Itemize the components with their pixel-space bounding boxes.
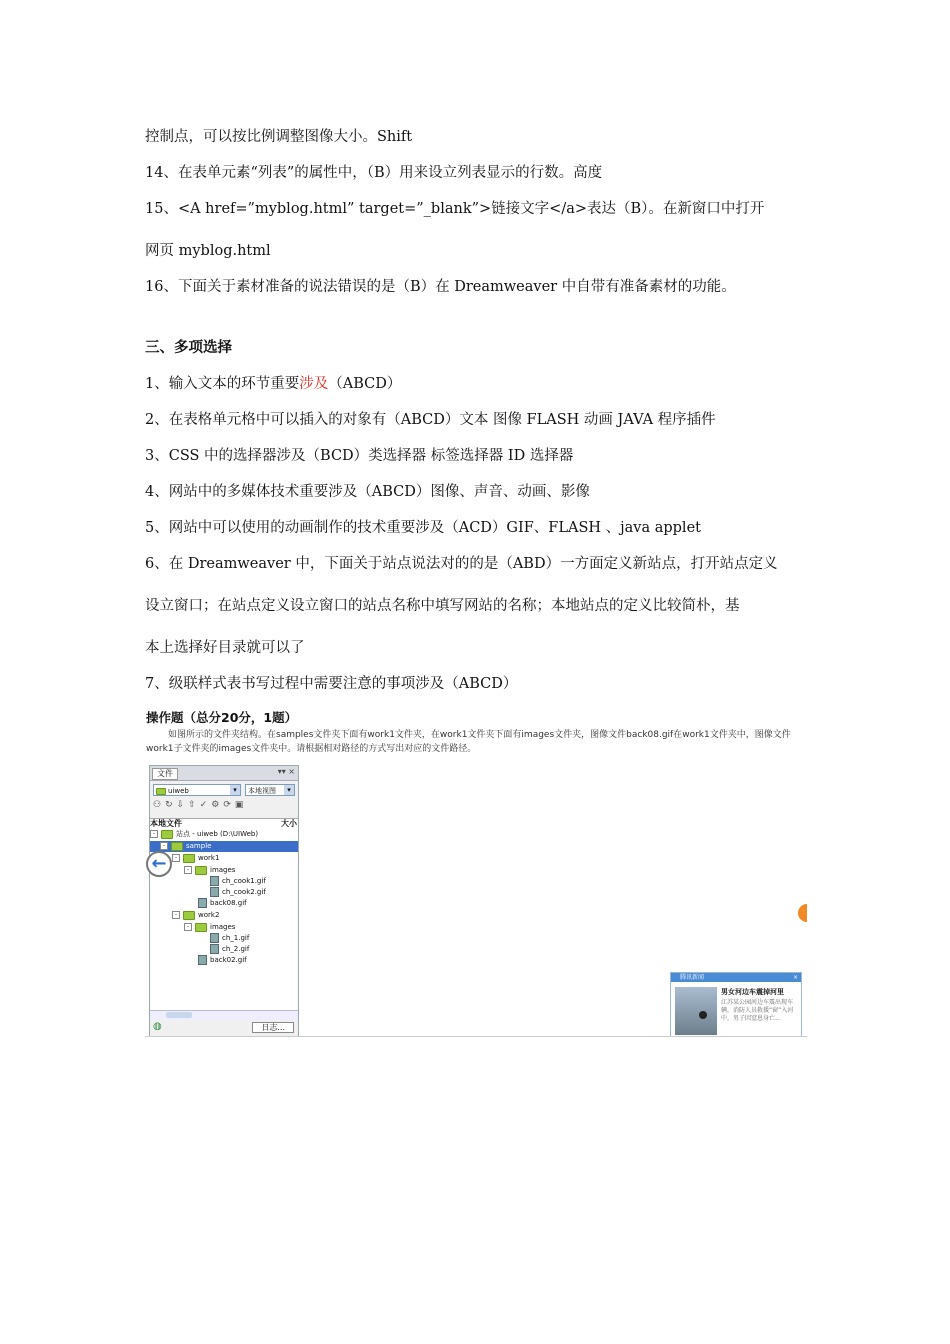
header-size: 大小	[281, 819, 297, 828]
screenshot-description	[146, 728, 806, 756]
connect-icon[interactable]: ⚇	[153, 800, 166, 810]
text-line-q15-cont: 网页 myblog.html	[145, 243, 271, 259]
scroll-thumb[interactable]	[166, 1012, 192, 1018]
site-select[interactable]	[153, 784, 241, 796]
close-icon[interactable]: ×	[792, 974, 798, 981]
tree-node-file[interactable]	[198, 955, 247, 966]
file-tree	[150, 829, 298, 1013]
section-title: 三、多项选择	[145, 340, 232, 356]
m1-post: （ABCD）	[328, 376, 402, 392]
node-label: 站点 - uiweb (D:\UIWeb)	[176, 830, 259, 838]
tree-node-root[interactable]	[150, 829, 258, 840]
m1-red: 涉及	[299, 376, 329, 392]
file-icon	[198, 955, 207, 965]
node-label: ch_1.gif	[222, 934, 250, 942]
tree-node-file[interactable]	[210, 887, 266, 898]
checkin-icon[interactable]: ⚙	[211, 800, 224, 810]
news-thumbnail[interactable]	[675, 987, 717, 1035]
back-arrow-button[interactable]: ←	[146, 851, 172, 877]
panel-controls[interactable]: ▾▾ ×	[277, 767, 295, 776]
collapse-icon[interactable]: -	[160, 842, 168, 850]
globe-icon: ◍	[153, 1021, 162, 1032]
folder-icon	[183, 911, 195, 920]
text-line-m6c: 本上选择好目录就可以了	[145, 640, 305, 656]
node-label: work1	[198, 854, 220, 862]
text-line-m5: 5、网站中可以使用的动画制作的技术重要涉及（ACD）GIF、FLASH 、java applet	[145, 520, 701, 536]
files-panel	[149, 765, 299, 1037]
refresh-icon[interactable]: ↻	[165, 800, 177, 810]
node-label: ch_cook2.gif	[222, 888, 266, 896]
text-line-m6a: 6、在 Dreamweaver 中，下面关于站点说法对的的是（ABD）一方面定义新站点，打开站点定义	[145, 556, 778, 572]
desc-line-2: work1子文件夹的images文件夹中。请根据相对路径的方式写出对应的文件路径。	[146, 744, 477, 754]
file-icon	[198, 898, 207, 908]
tab-files[interactable]: 文件	[152, 768, 178, 780]
tree-node-file[interactable]	[210, 933, 249, 944]
news-header-label: 腾讯新闻	[680, 974, 705, 981]
view-select[interactable]	[245, 784, 295, 796]
tree-node-images[interactable]	[184, 922, 235, 933]
folder-icon	[195, 866, 207, 875]
expand-icon[interactable]: ▣	[234, 800, 248, 810]
news-title[interactable]: 男女河边车震掉河里	[721, 988, 784, 996]
node-label: back02.gif	[210, 956, 247, 964]
text-line-q15: 15、<A href=”myblog.html” target=”_blank”>链接文字</a>表达（B）。在新窗口中打开	[145, 201, 765, 217]
file-icon	[210, 887, 219, 897]
put-icon[interactable]: ⇧	[188, 800, 200, 810]
text-line-shift: 控制点，可以按比例调整图像大小。Shift	[145, 129, 413, 145]
get-icon[interactable]: ⇩	[176, 800, 189, 810]
screenshot-title: 操作题（总分20分，1题）	[146, 710, 298, 725]
checkout-icon[interactable]: ✓	[199, 800, 212, 810]
tree-node-file[interactable]	[210, 876, 266, 887]
tree-node-file[interactable]	[198, 898, 247, 909]
text-line-m6b: 设立窗口；在站点定义设立窗口的站点名称中填写网站的名称；本地站点的定义比较简朴，基	[145, 598, 740, 614]
tree-node-images[interactable]	[184, 865, 235, 876]
text-line-m4: 4、网站中的多媒体技术重要涉及（ABCD）图像、声音、动画、影像	[145, 484, 590, 500]
collapse-icon[interactable]: -	[184, 866, 192, 874]
sync-icon[interactable]: ⟳	[223, 800, 235, 810]
header-local-files: 本地文件	[150, 819, 182, 828]
folder-icon	[161, 830, 173, 839]
tree-node-work1[interactable]	[172, 853, 219, 864]
news-text: 江苏某公园河边车震出现车辆，消防人员救援“窗”入河中，男子因窒息身亡...	[721, 999, 794, 1022]
text-line-m7: 7、级联样式表书写过程中需要注意的事项涉及（ABCD）	[145, 676, 518, 692]
text-line-q14: 14、在表单元素“列表”的属性中，（B）用来设立列表显示的行数。高度	[145, 165, 603, 181]
horizontal-scrollbar[interactable]	[150, 1010, 298, 1020]
node-label: back08.gif	[210, 899, 247, 907]
folder-icon	[195, 923, 207, 932]
play-icon[interactable]	[699, 1011, 707, 1019]
text-line-m1	[145, 374, 401, 394]
chevron-down-icon: ▾	[230, 785, 240, 795]
m1-pre: 1、输入文本的环节重要	[145, 376, 300, 392]
floating-orange-button[interactable]	[798, 904, 807, 922]
file-icon	[210, 944, 219, 954]
text-line-m2: 2、在表格单元格中可以插入的对象有（ABCD）文本 图像 FLASH 动画 JAVA 程序插件	[145, 412, 716, 428]
view-select-value: 本地视图	[248, 787, 276, 795]
collapse-icon[interactable]: -	[172, 854, 180, 862]
node-label: images	[210, 923, 236, 931]
tree-node-work2[interactable]	[172, 910, 219, 921]
embedded-screenshot	[145, 705, 807, 1037]
panel-bottom-bar	[150, 1020, 298, 1034]
text-line-q16: 16、下面关于素材准备的说法错误的是（B）在 Dreamweaver 中自带有准备素材的功能。	[145, 279, 736, 295]
collapse-icon[interactable]: -	[150, 830, 158, 838]
panel-toolbar	[153, 800, 295, 814]
news-popup[interactable]	[670, 972, 802, 1037]
desc-line-1: 如图所示的文件夹结构。在samples文件夹下面有work1文件夹，在work1文件夹下面有images文件夹，图像文件back08.gif在work1文件夹中，图像文件	[168, 730, 791, 740]
site-select-value: uiweb	[168, 787, 189, 795]
file-icon	[210, 876, 219, 886]
file-icon	[210, 933, 219, 943]
tree-node-file[interactable]	[210, 944, 249, 955]
text-line-m3: 3、CSS 中的选择器涉及（BCD）类选择器 标签选择器 ID 选择器	[145, 448, 574, 464]
node-label: sample	[186, 842, 212, 850]
news-header	[671, 973, 801, 982]
collapse-icon[interactable]: -	[184, 923, 192, 931]
folder-icon	[156, 788, 166, 795]
node-label: work2	[198, 911, 220, 919]
chevron-down-icon: ▾	[284, 785, 294, 795]
collapse-icon[interactable]: -	[172, 911, 180, 919]
folder-icon	[171, 842, 183, 851]
panel-select-row	[153, 784, 295, 798]
tree-node-sample[interactable]	[150, 841, 298, 852]
node-label: ch_2.gif	[222, 945, 250, 953]
node-label: images	[210, 866, 236, 874]
log-button[interactable]: 日志...	[252, 1022, 294, 1033]
panel-tabbar	[150, 766, 298, 781]
node-label: ch_cook1.gif	[222, 877, 266, 885]
folder-icon	[183, 854, 195, 863]
